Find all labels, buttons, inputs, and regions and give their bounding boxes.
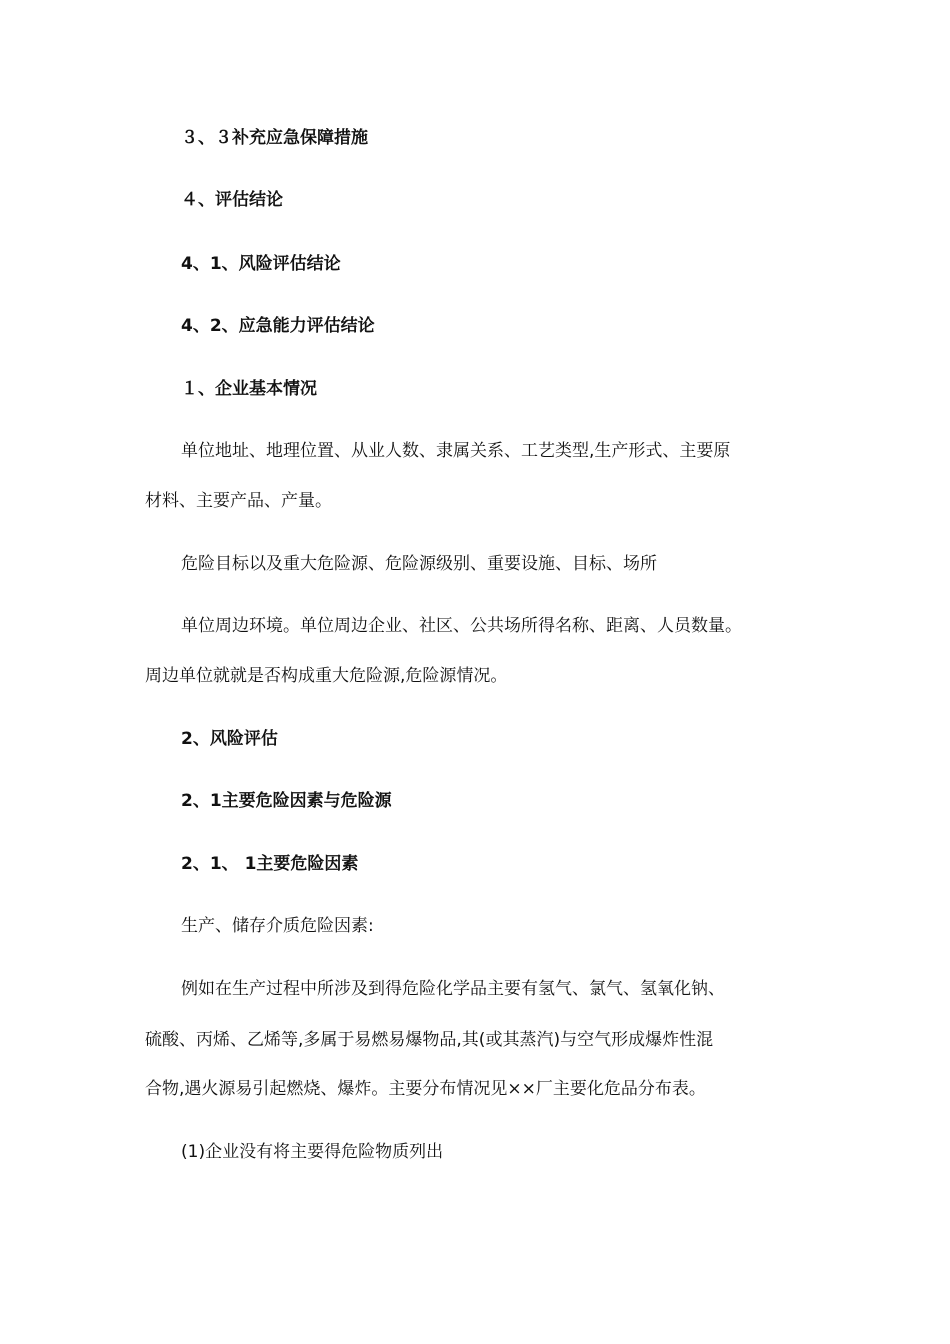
paragraph-line: (1)企业没有将主要得危险物质列出 (181, 1142, 444, 1162)
paragraph-line: 例如在生产过程中所涉及到得危险化学品主要有氢气、氯气、氢氧化钠、 (181, 979, 725, 999)
section-heading-3-3: ３、３补充应急保障措施 (181, 128, 368, 148)
paragraph-line: 单位周边环境。单位周边企业、社区、公共场所得名称、距离、人员数量。 (181, 616, 742, 636)
section-heading-4-1: 4、1、风险评估结论 (181, 254, 341, 274)
paragraph-line: 合物,遇火源易引起燃烧、爆炸。主要分布情况见××厂主要化危品分布表。 (145, 1079, 706, 1099)
section-heading-2-1: 2、1主要危险因素与危险源 (181, 791, 392, 811)
section-heading-1: １、企业基本情况 (181, 379, 317, 399)
section-heading-2-1-1: 2、1、 1主要危险因素 (181, 854, 359, 874)
paragraph-line: 材料、主要产品、产量。 (145, 491, 332, 511)
paragraph-line: 危险目标以及重大危险源、危险源级别、重要设施、目标、场所 (181, 554, 657, 574)
section-heading-2: 2、风险评估 (181, 729, 278, 749)
paragraph-line: 生产、储存介质危险因素: (181, 916, 374, 936)
paragraph-line: 单位地址、地理位置、从业人数、隶属关系、工艺类型,生产形式、主要原 (181, 441, 731, 461)
paragraph-line: 周边单位就就是否构成重大危险源,危险源情况。 (145, 666, 508, 686)
section-heading-4-2: 4、2、应急能力评估结论 (181, 316, 375, 336)
paragraph-line: 硫酸、丙烯、乙烯等,多属于易燃易爆物品,其(或其蒸汽)与空气形成爆炸性混 (145, 1030, 714, 1050)
section-heading-4: ４、评估结论 (181, 190, 283, 210)
